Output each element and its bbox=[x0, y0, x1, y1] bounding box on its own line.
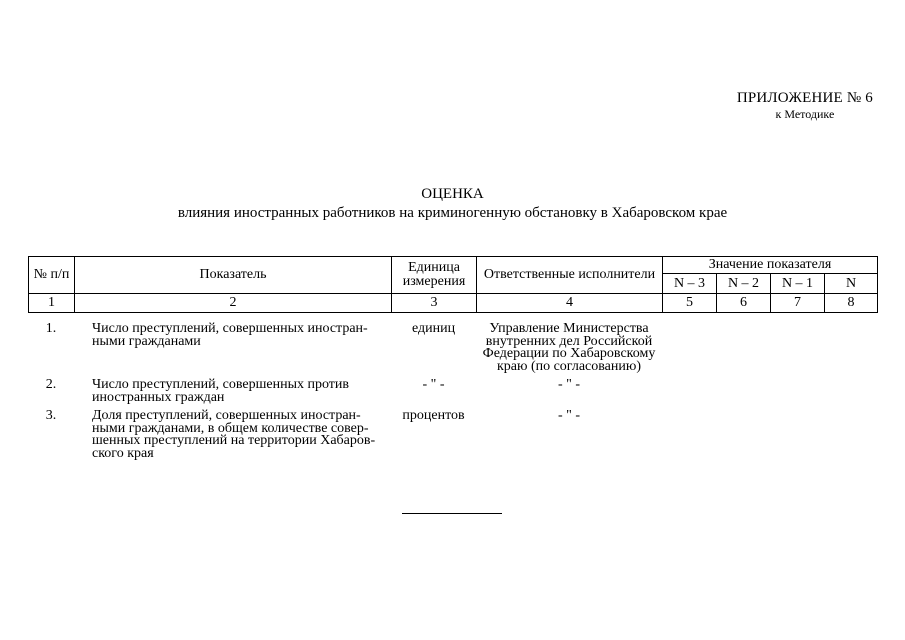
appendix-subtitle: к Методике bbox=[775, 107, 835, 121]
row-indicator: Число преступлений, совершенных против иностранных граждан bbox=[92, 377, 350, 405]
row-indicator: Число преступлений, совершенных иностран-ными гражданами bbox=[92, 321, 368, 349]
column-number: 5 bbox=[663, 294, 717, 313]
column-number: 8 bbox=[825, 294, 878, 313]
column-number: 4 bbox=[477, 294, 663, 313]
header-n1: N – 1 bbox=[771, 274, 825, 294]
header-n3: N – 3 bbox=[663, 274, 717, 294]
row-num: 1. bbox=[45, 321, 57, 336]
appendix-block bbox=[737, 90, 873, 122]
column-number: 7 bbox=[771, 294, 825, 313]
row-indicator: Доля преступлений, совершенных иностран-ными гражданами, в общем количестве совер-шенных преступлений на территории Хабаров-ского края bbox=[92, 408, 376, 461]
column-number: 1 bbox=[29, 294, 75, 313]
row-executors: Управление Министерства внутренних дел Российской Федерации по Хабаровскому краю (по согласованию) bbox=[482, 321, 656, 374]
row-unit: процентов bbox=[402, 408, 465, 423]
row-unit: единиц bbox=[411, 321, 456, 336]
document-title: ОЦЕНКА bbox=[421, 186, 484, 202]
row-unit: - " - bbox=[422, 377, 445, 392]
indicator-table-body bbox=[28, 323, 877, 466]
column-number: 6 bbox=[717, 294, 771, 313]
header-n2: N – 2 bbox=[717, 274, 771, 294]
header-n: N bbox=[825, 274, 878, 294]
document-subtitle: влияния иностранных работников на криминогенную обстановку в Хабаровском крае bbox=[177, 205, 728, 221]
column-number: 2 bbox=[75, 294, 392, 313]
row-num: 3. bbox=[45, 408, 57, 423]
header-executors: Ответственные исполнители bbox=[477, 257, 663, 294]
table-row bbox=[28, 410, 877, 466]
header-indicator: Показатель bbox=[75, 257, 392, 294]
row-num: 2. bbox=[45, 377, 57, 392]
end-divider bbox=[402, 513, 502, 514]
table-row bbox=[28, 379, 877, 410]
column-number: 3 bbox=[392, 294, 477, 313]
appendix-title: ПРИЛОЖЕНИЕ № 6 bbox=[736, 90, 873, 106]
header-num: № п/п bbox=[29, 257, 75, 294]
table-row bbox=[28, 323, 877, 379]
indicator-table-header bbox=[28, 256, 878, 313]
header-unit: Единица измерения bbox=[392, 257, 477, 294]
header-value-group: Значение показателя bbox=[663, 257, 878, 274]
row-executors: - " - bbox=[557, 377, 581, 392]
row-executors: - " - bbox=[557, 408, 581, 423]
